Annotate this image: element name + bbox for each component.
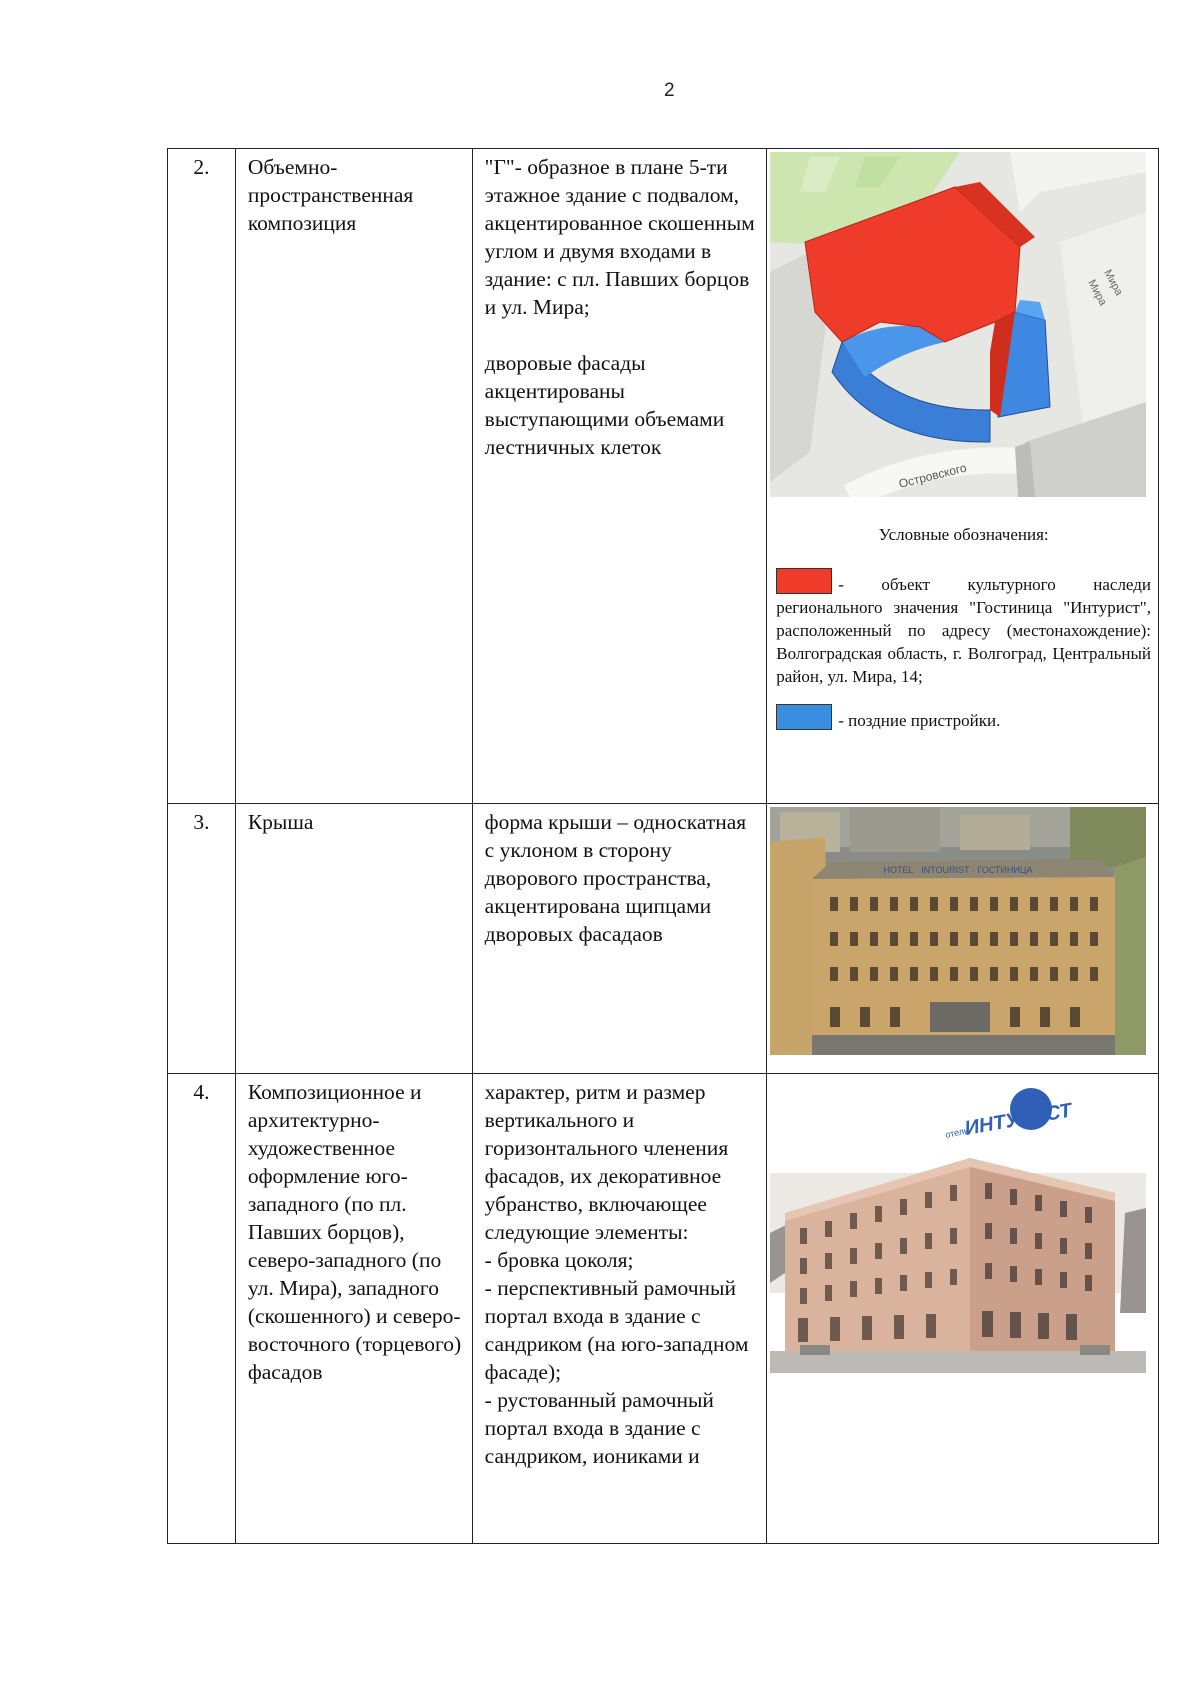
page-number: 2: [664, 80, 675, 101]
description-paragraph: "Г"- образное в плане 5-ти этажное здание с подвалом, акцентированное скошенным углом и двумя входами в здание: с пл. Павших борцов и ул. Мира;: [484, 155, 755, 319]
map-street-label: Мира: [1085, 277, 1110, 308]
map-street-label: Островского: [897, 460, 969, 491]
roof-photo: [770, 807, 1146, 1055]
red-swatch-icon: [776, 568, 832, 594]
facade-photo-cell: [767, 1074, 1159, 1544]
description-line: характер, ритм и размер вертикального и горизонтального членения фасадов, их декоративное убранство, включающее следующие элементы:: [484, 1080, 729, 1244]
map-cell: [767, 149, 1159, 804]
row-description: [472, 149, 767, 804]
row-number: 3.: [168, 804, 236, 1074]
row-subject: Композиционное и архитектурно-художественное оформление юго-западного (по пл. Павших борцов), северо-западного (по ул. Мира), западного (скошенного) и северо-восточного (торцевого) фасадов: [235, 1074, 472, 1544]
facade-sign-brand: ИНТУРИСТ: [963, 1099, 1074, 1140]
table-row: [168, 804, 1159, 1074]
legend-title: Условные обозначения:: [878, 525, 1049, 544]
building-map: [770, 152, 1146, 497]
row-subject: Объемно-пространственная композиция: [235, 149, 472, 804]
row-description: форма крыши – односкатная с уклоном в сторону дворового пространства, акцентирована щипцами дворовых фасадаов: [472, 804, 767, 1074]
table-row: [168, 1074, 1159, 1544]
hotel-roof-sign: HOTEL · INTOURIST · ГОСТИНИЦА: [883, 865, 1033, 875]
description-line: - перспективный рамочный портал входа в здание с сандриком (на юго-западном фасаде);: [484, 1276, 749, 1384]
description-line: - бровка цоколя;: [484, 1248, 634, 1272]
row-subject: Крыша: [235, 804, 472, 1074]
facade-photo: [770, 1083, 1146, 1373]
description-line: - рустованный рамочный портал входа в здание с сандриком, иониками и: [484, 1388, 714, 1468]
map-street-label: Мира: [1101, 267, 1126, 298]
roof-photo-cell: [767, 804, 1159, 1074]
row-number: 2.: [168, 149, 236, 804]
blue-swatch-icon: [776, 704, 832, 730]
description-paragraph: дворовые фасады акцентированы выступающими объемами лестничных клеток: [484, 351, 725, 459]
legend-text: - поздние пристройки.: [838, 711, 1001, 730]
legend-text: - объект культурного наследи регионального значения "Гостиница "Интурист", расположенный по адресу (местонахождение): Волгоградская область, г. Волгоград, Центральный район, ул. Мира, 14;: [776, 575, 1151, 686]
legend-item-later: [776, 704, 1151, 732]
legend-item-heritage: [776, 568, 1151, 688]
heritage-table: [167, 148, 1159, 1544]
facade-sign-prefix: отель: [944, 1125, 970, 1140]
row-description: [472, 1074, 767, 1544]
table-row: [168, 149, 1159, 804]
map-legend: [770, 523, 1155, 732]
row-number: 4.: [168, 1074, 236, 1544]
